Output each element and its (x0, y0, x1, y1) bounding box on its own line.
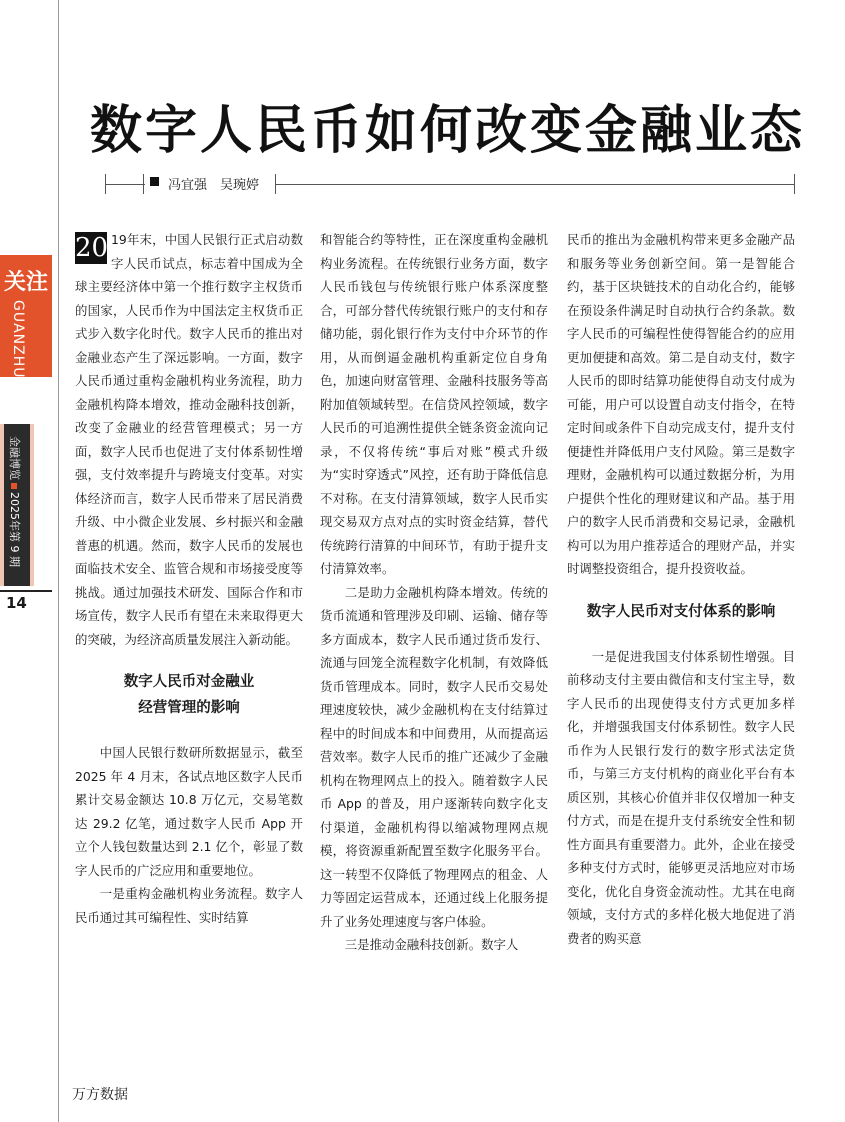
section-tab-pinyin: GUANZHU (10, 300, 26, 379)
section-tab-label: 关注 (3, 269, 48, 295)
paragraph: 和智能合约等特性，正在深度重构金融机构业务流程。在传统银行业务方面，数字人民币钱包与传统银行账户体系深度整合，可部分替代传统银行账户的支付和存储功能，弱化银行作为支付中介环节的作用，从而倒逼金融机构重新定位自身角色，加速向财富管理、金融科技服务等高附加值领域转型。在信贷风控领域，数字人民币的可追溯性提供全链条资金流向记录，不仅将传统“事后对账”模式升级为“实时穿透式”风控，还有助于降低信息不对称。在支付清算领域，数字人民币实现交易双方点对点的实时资金结算，替代传统跨行清算的中间环节，有助于提升支付清算效率。 (320, 232, 548, 576)
byline-rule-left (105, 184, 145, 185)
column-2 (320, 228, 548, 1048)
issue-number: 2025年第 9 期 (8, 492, 21, 567)
source-watermark: 万方数据 (72, 1087, 128, 1103)
issue-label (7, 436, 23, 596)
paragraph: 一是重构金融机构业务流程。数字人民币通过其可编程性、实时结算 (75, 886, 303, 925)
section-heading-payment: 数字人民币对支付体系的影响 (586, 603, 776, 620)
paragraph: 二是助力金融机构降本增效。传统的货币流通和管理涉及印刷、运输、储存等多方面成本，数字人民币通过货币发行、流通与回笼全流程数字化机制，有效降低货币管理成本。同时，数字人民币交易处理速度较快，减少金融机构在支付结算过程中的时间成本和中间费用，从而提高运营效率。数字人民币的推广还减少了金融机构在物理网点上的投入。随着数字人民币 App 的普及，用户逐渐转向数字化支付渠道，金融机构得以缩减物理网点规模，将资源重新配置至数字化服务平台。这一转型不仅降低了物理网点的租金、人力等固定运营成本，还通过线上化服务提升了业务处理速度与客户体验。 (320, 584, 548, 929)
page-number-block (0, 590, 52, 612)
drop-cap: 20 (75, 233, 109, 263)
authors: 冯宜强 吴琬婷 (168, 178, 260, 193)
paragraph: 三是推动金融科技创新。数字人 (344, 937, 519, 952)
paragraph: 中国人民银行数研所数据显示，截至 2025 年 4 月末，各试点地区数字人民币累计交易金额达 10.8 万亿元，交易笔数达 29.2 亿笔，通过数字人民币 App 开立个人钱包数量达到 2.1 亿个，彰显了数字人民币的广泛应用和重要地位。 (75, 745, 303, 878)
article-title: 数字人民币如何改变金融业态 (90, 100, 806, 161)
page-number: 14 (6, 594, 27, 612)
column-3 (567, 228, 795, 1048)
magazine-name: 金融博览 (8, 436, 21, 480)
paragraph: 民币的推出为金融机构带来更多金融产品和服务等业务创新空间。第一是智能合约，基于区块链技术的自动化合约，能够在预设条件满足时自动执行合约条款。数字人民币的可编程性使得智能合约的应用更加便捷和高效。第二是自动支付，数字人民币的即时结算功能使得自动支付成为可能，用户可以设置自动支付指令，在特定时间或条件下自动完成支付，提升支付便捷性并降低用户支付风险。第三是数字理财，金融机构可以通过数据分析，为用户提供个性化的理财建议和产品。基于用户的数字人民币消费和交易记录，金融机构可以为用户推荐适合的理财产品，并实时调整投资组合，提升投资收益。 (567, 232, 795, 576)
byline-marker (150, 177, 159, 186)
byline-rule-right (275, 184, 795, 185)
paragraph: 一是促进我国支付体系韧性增强。目前移动支付主要由微信和支付宝主导，数字人民币的出现使得支付方式更加多样化，并增强我国支付体系韧性。数字人民币作为人民银行发行的数字形式法定货币，与第三方支付机构的商业化平台有本质区别，其核心价值并非仅仅增加一种支付方式，而是在提升支付系统安全性和韧性方面具有重要潜力。此外，企业在接受多种支付方式时，能够更灵活地应对市场变化，优化自身资金流动性。尤其在电商领域，支付方式的多样化极大地促进了消费者的购买意 (567, 648, 795, 946)
page-edge-rule (58, 0, 59, 1122)
section-heading-management: 数字人民币对金融业 经营管理的影响 (123, 674, 255, 716)
intro-paragraph: 20 19年末，中国人民银行正式启动数字人民币试点，标志着中国成为全球主要经济体中第一个推行数字主权货币的国家，人民币作为中国法定主权货币正式步入数字化时代。数字人民币的推出对金融业态产生了深远影响。一方面，数字人民币通过重构金融机构业务流程，助力金融机构降本增效，推动金融科技创新，改变了金融业的经营管理模式；另一方面，数字人民币也促进了支付体系韧性增强，支付效率提升与跨境支付变革。对实体经济而言，数字人民币带来了居民消费升级、中小微企业发展、乡村振兴和金融普惠的机遇。然而，数字人民币的发展也面临技术安全、监管合规和市场接受度等挑战。通过加强技术研发、国际合作和市场宣传，数字人民币有望在未来取得更大的突破，为经济高质量发展注入新动能。 (75, 232, 303, 647)
column-1 (75, 228, 303, 1048)
